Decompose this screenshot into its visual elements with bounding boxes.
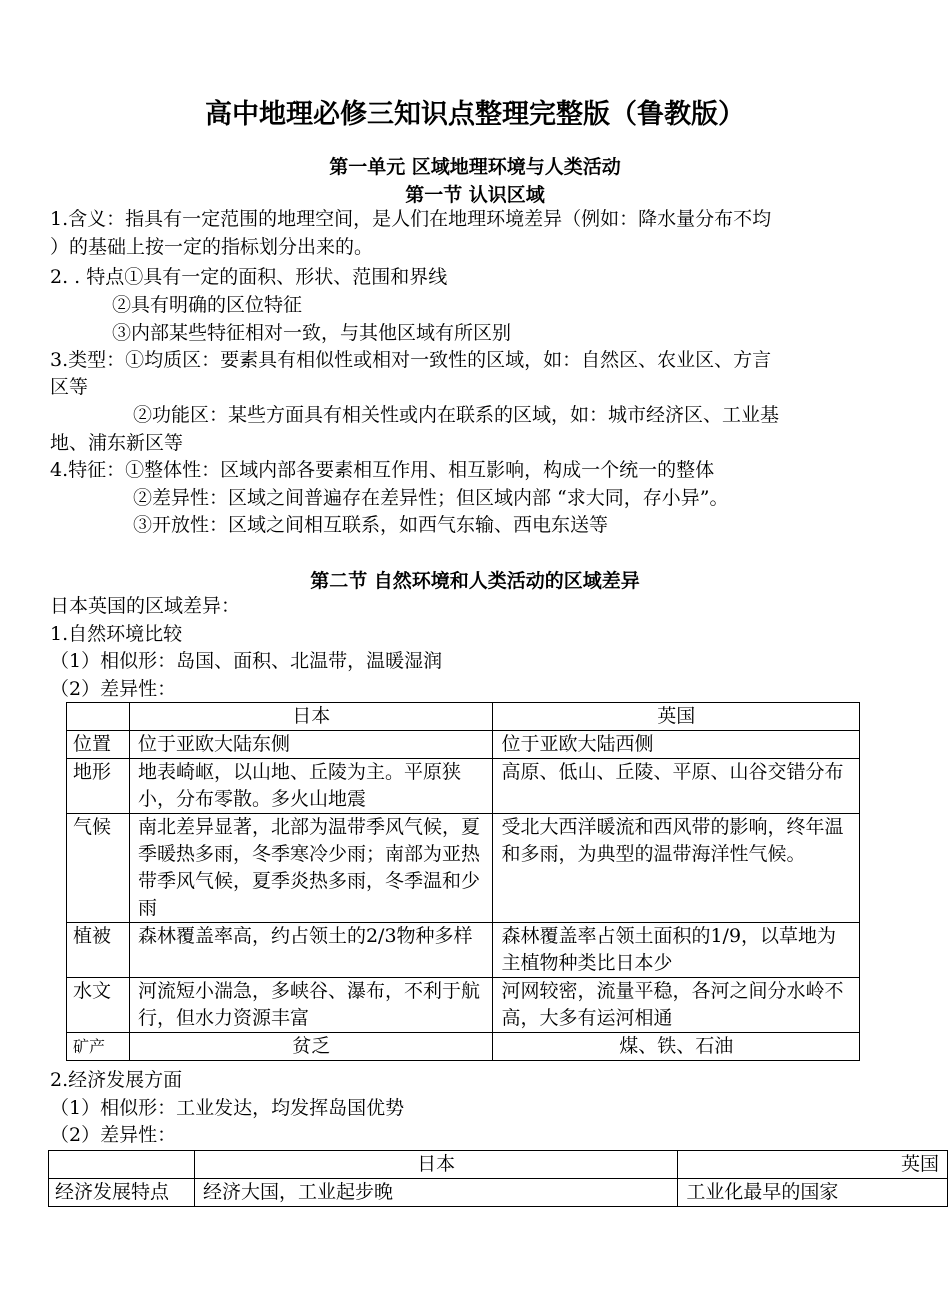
table-header-uk: 英国 [493,703,860,731]
japan-cell: 经济大国，工业起步晚 [194,1179,677,1207]
section-1-line: 区等 [50,376,89,398]
japan-cell: 贫乏 [129,1033,493,1061]
table-row [67,923,860,978]
table-header-cell [49,1151,195,1179]
row-label: 水文 [67,978,130,1033]
uk-cell: 煤、铁、石油 [493,1033,860,1061]
table-header-row [49,1151,948,1179]
section-1-line: ③内部某些特征相对一致，与其他区域有所区别 [112,322,512,344]
row-label: 植被 [67,923,130,978]
section-1-line: 地、浦东新区等 [50,432,184,454]
uk-cell: 森林覆盖率占领土面积的1/9，以草地为主植物种类比日本少 [493,923,860,978]
section-1-line: ②功能区：某些方面具有相关性或内在联系的区域，如：城市经济区、工业基 [133,404,780,426]
uk-cell: 工业化最早的国家 [678,1179,948,1207]
row-label: 地形 [67,759,130,814]
table-row [49,1179,948,1207]
page-title: 高中地理必修三知识点整理完整版（鲁教版） [205,99,745,130]
row-label: 经济发展特点 [49,1179,195,1207]
nature-similarity: （1）相似形：岛国、面积、北温带，温暖湿润 [50,650,443,672]
table-row [67,814,860,923]
table-header-japan: 日本 [194,1151,677,1179]
japan-cell: 位于亚欧大陆东侧 [129,731,493,759]
section-1-line: 1.含义：指具有一定范围的地理空间，是人们在地理环境差异（例如：降水量分布不均 [50,208,772,230]
table-row [67,759,860,814]
japan-cell: 南北差异显著，北部为温带季风气候，夏季暖热多雨，冬季寒冷少雨；南部为亚热带季风气候，夏季炎热多雨，冬季温和少雨 [129,814,493,923]
nature-comparison-table [66,702,860,1061]
table-row [67,1033,860,1061]
uk-cell: 高原、低山、丘陵、平原、山谷交错分布 [493,759,860,814]
japan-cell: 森林覆盖率高，约占领土的2/3物种多样 [129,923,493,978]
section-1-line: ）的基础上按一定的指标划分出来的。 [50,236,374,258]
uk-cell: 受北大西洋暖流和西风带的影响，终年温和多雨，为典型的温带海洋性气候。 [493,814,860,923]
economy-difference-label: （2）差异性： [50,1124,177,1146]
economy-heading: 2.经济发展方面 [50,1069,183,1091]
uk-cell: 位于亚欧大陆西侧 [493,731,860,759]
table-header-row [67,703,860,731]
section-2-title: 第二节 自然环境和人类活动的区域差异 [310,570,640,592]
table-row [67,978,860,1033]
section-1-line: ②具有明确的区位特征 [112,294,303,316]
table-row [67,731,860,759]
section-1-line: 4.特征：①整体性：区域内部各要素相互作用、相互影响，构成一个统一的整体 [50,459,715,481]
japan-cell: 地表崎岖，以山地、丘陵为主。平原狭小，分布零散。多火山地震 [129,759,493,814]
table-header-uk: 英国 [678,1151,948,1179]
row-label: 位置 [67,731,130,759]
japan-cell: 河流短小湍急，多峡谷、瀑布，不利于航行，但水力资源丰富 [129,978,493,1033]
section-1-line: 3.类型：①均质区：要素具有相似性或相对一致性的区域，如：自然区、农业区、方言 [50,349,772,371]
section-1-title: 第一节 认识区域 [405,184,545,206]
economy-comparison-table [48,1150,948,1207]
table-header-cell [67,703,130,731]
section-1-line: ②差异性：区域之间普遍存在差异性；但区域内部 “求大同，存小异”。 [133,487,729,509]
unit-title: 第一单元 区域地理环境与人类活动 [329,156,621,178]
uk-cell: 河网较密，流量平稳，各河之间分水岭不高，大多有运河相通 [493,978,860,1033]
table-header-japan: 日本 [129,703,493,731]
section-1-line: ③开放性：区域之间相互联系，如西气东输、西电东送等 [133,514,609,536]
section-2-intro: 日本英国的区域差异： [50,595,241,617]
row-label: 气候 [67,814,130,923]
nature-difference-label: （2）差异性： [50,678,177,700]
nature-heading: 1.自然环境比较 [50,623,183,645]
economy-similarity: （1）相似形：工业发达，均发挥岛国优势 [50,1097,405,1119]
row-label: 矿产 [67,1033,130,1061]
section-1-line: 2. . 特点①具有一定的面积、形状、范围和界线 [50,266,448,288]
